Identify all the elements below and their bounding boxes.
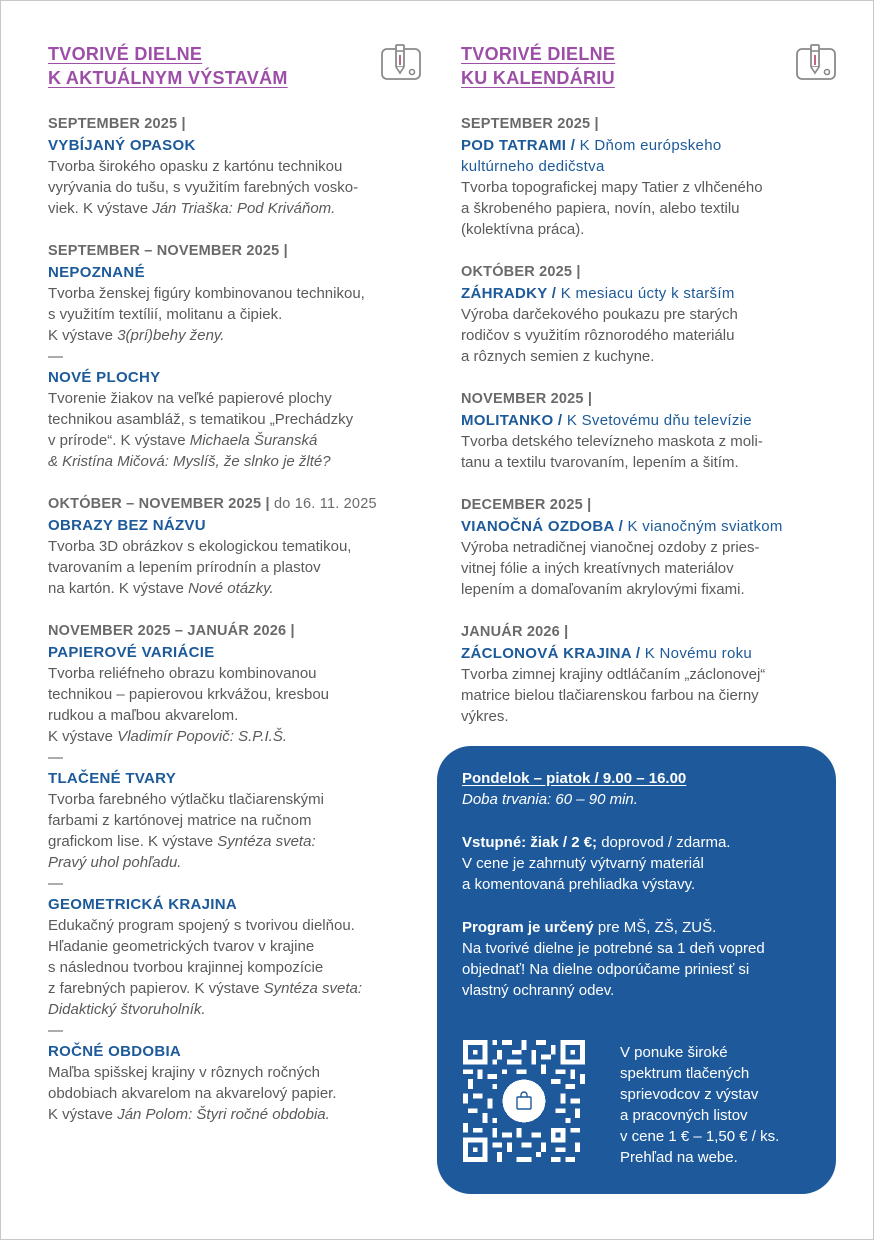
entry-title: VYBÍJANÝ OPASOK [48, 137, 196, 154]
info-box [437, 746, 836, 1194]
qr-description: V ponuke široké spektrum tlačených sprievodcov z výstav a pracovných listov v cene 1 € – 1,50 € / ks. Prehľad na webe. [620, 1044, 780, 1166]
entry-date: DECEMBER 2025 | [461, 497, 592, 513]
entry-date: SEPTEMBER 2025 | [48, 116, 186, 132]
right-section-header [461, 42, 833, 94]
entry-date: OKTÓBER 2025 | [461, 264, 581, 280]
right-section-title: TVORIVÉ DIELNE KU KALENDÁRIU [461, 44, 616, 88]
separator-dash: — [48, 749, 63, 766]
right-entry-zahradky [461, 262, 833, 367]
entry-description: Výroba netradičnej vianočnej ozdoby z pries- vitnej fólie a iných kreatívnych materiálov lepením a domaľovaním akrylovými fixami. [461, 539, 760, 598]
entry-description: Tvorba širokého opasku z kartónu technikou vyrývania do tušu, s využitím farebných vosko- viek. K výstave Ján Triaška: Pod Kriváňom. [48, 158, 359, 217]
shopping-bag-icon [514, 1091, 534, 1111]
left-column [48, 42, 418, 1147]
left-entry-nepoznane [48, 241, 418, 472]
entry-date: NOVEMBER 2025 | [461, 391, 593, 407]
entry-title: ZÁHRADKY / K mesiacu úcty k starším [461, 285, 735, 302]
left-entry-opasok [48, 114, 418, 219]
entry-description: Tvorba topografickej mapy Tatier z vlhčeného a škrobeného papiera, novín, alebo textilu (kolektívna práca). [461, 179, 763, 238]
pencil-easel-icon [793, 42, 839, 88]
left-entry-obrazy [48, 494, 418, 599]
entry-title: NOVÉ PLOCHY [48, 369, 161, 386]
entry-title: PAPIEROVÉ VARIÁCIE [48, 644, 215, 661]
entry-description: Tvorba reliéfneho obrazu kombinovanou technikou – papierovou krkvážou, kresbou rudkou a maľbou akvarelom. K výstave Vladimír Popovič: S.P.I.Š. [48, 665, 330, 745]
entry-description: Výroba darčekového poukazu pre starých rodičov s využitím rôznorodého materiálu a rôznych semien z kuchyne. [461, 306, 738, 365]
entry-title: GEOMETRICKÁ KRAJINA [48, 896, 238, 913]
entry-description: Tvorba detského televízneho maskota z moli- tanu a textilu tvarovaním, lepením a šitím. [461, 433, 763, 471]
entry-title: ROČNÉ OBDOBIA [48, 1043, 182, 1060]
entry-title: POD TATRAMI / K Dňom európskeho [461, 137, 722, 154]
left-entry-papierove [48, 621, 418, 1125]
entry-description: Tvorenie žiakov na veľké papierové plochy technikou asambláž, s tematikou „Prechádzky v prírode“. K výstave Michaela Šuranská & Kristína Mičová: Myslíš, že slnko je žlté? [48, 390, 354, 470]
entry-date: SEPTEMBER – NOVEMBER 2025 | [48, 243, 288, 259]
pricing: Vstupné: žiak / 2 €; doprovod / zdarma. V cene je zahrnutý výtvarný materiál a komentovaná prehliadka výstavy. [462, 834, 731, 893]
entry-date: SEPTEMBER 2025 | [461, 116, 599, 132]
info-text [462, 768, 822, 1023]
separator-dash: — [48, 348, 63, 365]
entry-description: Maľba spišskej krajiny v rôznych ročných obdobiach akvarelom na akvarelový papier. K výstave Ján Polom: Štyri ročné obdobia. [48, 1064, 337, 1123]
opening-hours: Pondelok – piatok / 9.00 – 16.00 Doba trvania: 60 – 90 min. [462, 770, 687, 808]
right-entry-tatry [461, 114, 833, 240]
entry-title: NEPOZNANÉ [48, 264, 145, 281]
left-section-header [48, 42, 418, 94]
right-entry-zaclonova [461, 622, 833, 727]
entry-description: Tvorba ženskej figúry kombinovanou technikou, s využitím textílií, molitanu a čipiek. K výstave 3(prí)behy ženy. [48, 285, 365, 344]
right-entry-ozdoba [461, 495, 833, 600]
right-column [461, 42, 833, 749]
entry-date: JANUÁR 2026 | [461, 624, 569, 640]
entry-description: Edukačný program spojený s tvorivou dielňou. Hľadanie geometrických tvarov v krajine s následnou tvorbou krajinnej kompozície z farebných papierov. K výstave Syntéza sveta: Didaktický štvoruholník. [48, 917, 363, 1018]
entry-date: NOVEMBER 2025 – JANUÁR 2026 | [48, 623, 295, 639]
program-info: Program je určený pre MŠ, ZŠ, ZUŠ. Na tvorivé dielne je potrebné sa 1 deň vopred objednať! Na dielne odporúčame priniesť si vlastný ochranný odev. [462, 919, 765, 999]
entry-title: ZÁCLONOVÁ KRAJINA / K Novému roku [461, 645, 753, 662]
entry-title: TLAČENÉ TVARY [48, 770, 177, 787]
separator-dash: — [48, 875, 63, 892]
entry-date: OKTÓBER – NOVEMBER 2025 | do 16. 11. 2025 [48, 496, 377, 512]
separator-dash: — [48, 1022, 63, 1039]
entry-description: Tvorba 3D obrázkov s ekologickou tematikou, tvarovaním a lepením prírodnín a plastov na kartón. K výstave Nové otázky. [48, 538, 352, 597]
entry-title: VIANOČNÁ OZDOBA / K vianočným sviatkom [461, 518, 783, 535]
entry-title: MOLITANKO / K Svetovému dňu televízie [461, 412, 752, 429]
entry-subtitle: kultúrneho dedičstva [461, 158, 605, 175]
entry-title: OBRAZY BEZ NÁZVU [48, 517, 206, 534]
entry-description: Tvorba farebného výtlačku tlačiarenskými farbami z kartónovej matrice na ručnom grafickom lise. K výstave Syntéza sveta: Pravý uhol pohľadu. [48, 791, 324, 871]
entry-description: Tvorba zimnej krajiny odtláčaním „záclonovej“ matrice bielou tlačiarenskou farbou na čierny výkres. [461, 666, 766, 725]
left-section-title: TVORIVÉ DIELNE K AKTUÁLNYM VÝSTAVÁM [48, 44, 288, 88]
right-entry-molitanko [461, 389, 833, 473]
pencil-easel-icon [378, 42, 424, 88]
